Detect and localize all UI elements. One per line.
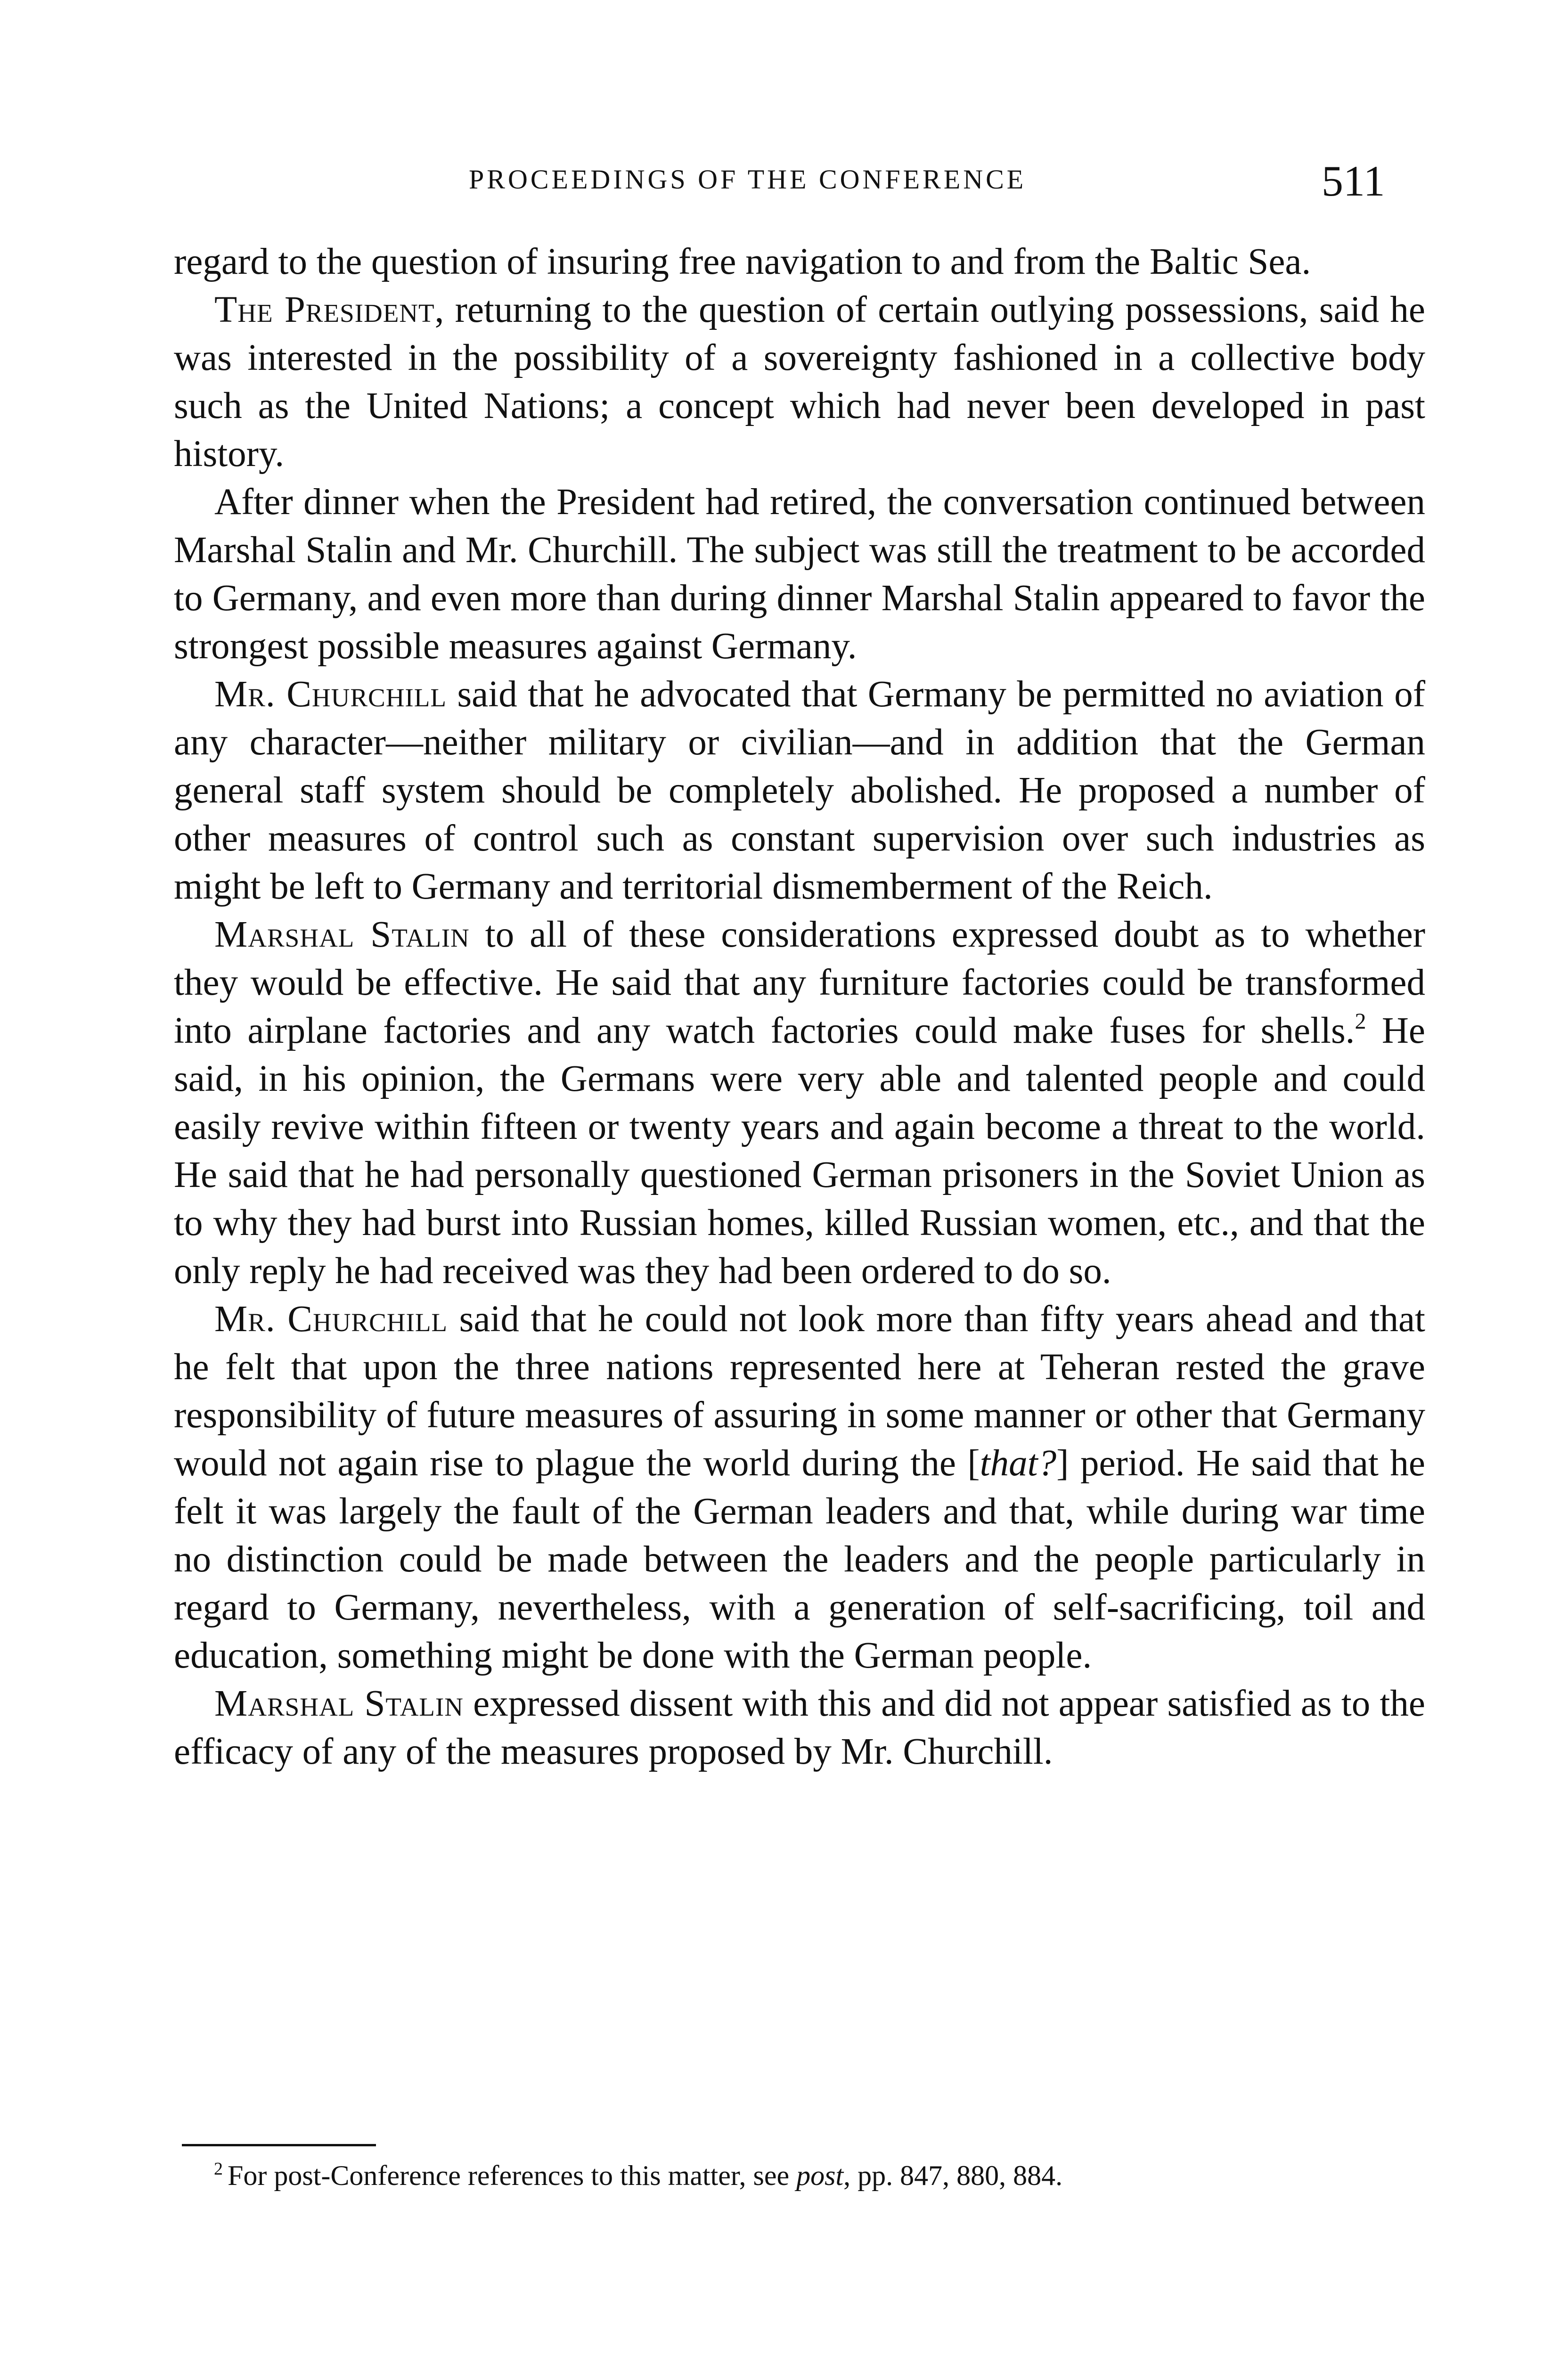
footnote-italic: post [796, 2160, 844, 2191]
speaker-name: Marshal Stalin [214, 1683, 464, 1724]
speaker-name: Mr. Churchill [214, 1299, 448, 1340]
paragraph-text: After dinner when the President had retired, the conversation continued between Marshal Stalin and Mr. Churchill. The subject was still the treatment to be accorded to Germany, and even more than during dinner Marshal Stalin appeared to favor the strongest possible measures against Germany. [174, 482, 1425, 667]
paragraph-5 [174, 911, 1425, 1295]
footnote-marker: 2 [1355, 1009, 1366, 1034]
footnote-divider [182, 2144, 376, 2146]
footnote [214, 2159, 1392, 2192]
footnote-text: , pp. 847, 880, 884. [843, 2160, 1063, 2191]
paragraph-3 [174, 478, 1425, 671]
paragraph-text: expressed dissent with this and did not appear satisfied as to the efficacy of any of the measures proposed by Mr. Churchill. [174, 1683, 1425, 1772]
body-text [174, 238, 1425, 1776]
speaker-name: Mr. Churchill [214, 674, 447, 715]
speaker-name: The President [214, 289, 435, 330]
speaker-name: Marshal Stalin [214, 914, 470, 955]
paragraph-text: He said, in his opinion, the Germans were very able and talented people and could easily revive within fifteen or twenty years and again become a threat to the world. He said that he had personally questioned German prisoners in the Soviet Union as to why they had burst into Russian homes, killed Russian women, etc., and that the only reply he had received was they had been ordered to do so. [174, 1010, 1425, 1292]
paragraph-4 [174, 671, 1425, 911]
editorial-insertion: that? [980, 1443, 1057, 1484]
paragraph-6 [174, 1295, 1425, 1680]
page-number: 511 [1322, 157, 1385, 205]
paragraph-text: regard to the question of insuring free navigation to and from the Baltic Sea. [174, 241, 1311, 282]
paragraph-text: , returning to the question of certain outlying possessions, said he was interested in the possibility of a sovereignty fashioned in a collective body such as the United Nations; a concept which had never been developed in past history. [174, 289, 1425, 474]
paragraph-text: said that he advocated that Germany be permitted no aviation of any character—neither military or civilian—and in addition that the German general staff system should be completely abolished. He proposed a number of other measures of control such as constant supervision over such industries as might be left to Germany and territorial dismemberment of the Reich. [174, 674, 1425, 907]
paragraph-1 [174, 238, 1425, 286]
paragraph-text: to all of these considerations expressed doubt as to whether they would be effective. He said that any furniture factories could be transformed into airplane factories and any watch factories could make fuses for shells. [174, 914, 1426, 1051]
footnote-text: For post-Conference references to this matter, see [228, 2160, 797, 2191]
paragraph-2 [174, 286, 1425, 478]
paragraph-7 [174, 1680, 1425, 1776]
paragraph-text: ] period. He said that he felt it was largely the fault of the German leaders and that, while during war time no distinction could be made between the leaders and the people particularly in regard to Germany, nevertheless, with a generation of self-sacrificing, toil and education, something might be done with the German people. [174, 1443, 1425, 1676]
paragraph-text: said that he could not look more than fifty years ahead and that he felt that upon the three nations represented here at Teheran rested the grave responsibility of future measures of assuring in some manner or other that Germany would not again rise to plague the world during the [ [174, 1299, 1426, 1484]
running-head: PROCEEDINGS OF THE CONFERENCE [469, 164, 1027, 195]
footnote-number: 2 [214, 2159, 223, 2179]
